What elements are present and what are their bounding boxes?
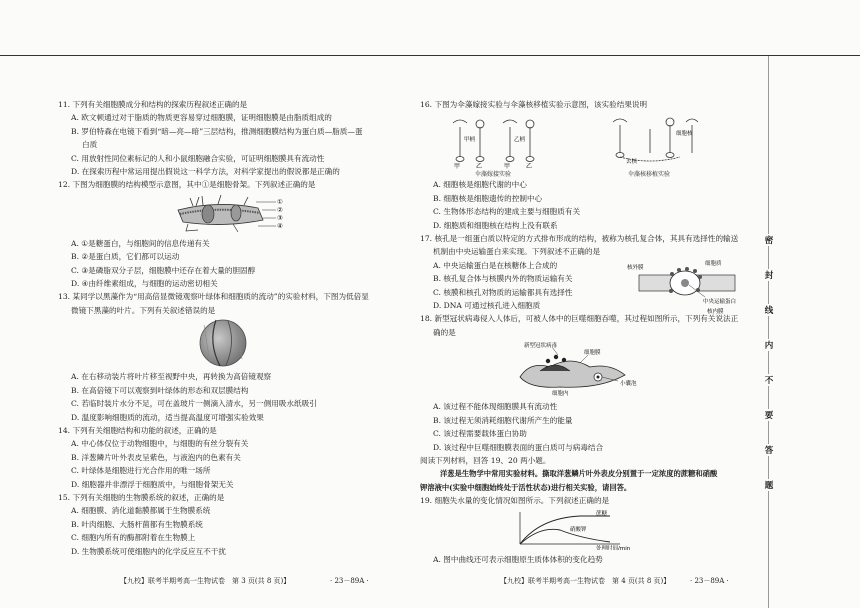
footer-right-code: · 23－89A · bbox=[690, 577, 729, 585]
reading-intro: 阅读下列材料，回答 19、20 两小题。 bbox=[420, 455, 551, 465]
binding-char: 不 bbox=[761, 374, 777, 386]
label-b: 乙 bbox=[476, 163, 483, 171]
binding-margin bbox=[752, 56, 786, 608]
q12-option-b: B. ②是蛋白质，它们都可以运动 bbox=[71, 252, 180, 262]
q11-option-a: A. 欧文顿通过对于脂质的物质更容易穿过细胞膜，证明细胞膜是由脂质组成的 bbox=[71, 113, 332, 123]
q18-option-b: B. 该过程无须消耗细胞代谢所产生的能量 bbox=[433, 415, 573, 425]
question-13-stem-cont: 微镜下黑藻的叶片。下列有关叙述错误的是 bbox=[71, 305, 216, 315]
label-cell-membrane: 细胞膜 bbox=[584, 350, 601, 357]
label-inner-membrane: 核内膜 bbox=[707, 308, 724, 315]
label-inside-cell: 细胞内 bbox=[552, 391, 569, 398]
elodea-leaf-micrograph bbox=[58, 319, 403, 367]
binding-line bbox=[768, 56, 769, 608]
question-12-stem: 12. 下图为细胞膜的结构模型示意图，其中①是细胞骨架。下列叙述正确的是 bbox=[58, 180, 316, 190]
phagocytosis-figure bbox=[420, 341, 750, 397]
q11-option-b-cont: 白质 bbox=[82, 140, 98, 150]
q12-option-d: D. ④由纤维素组成，与细胞的运动密切相关 bbox=[71, 279, 218, 289]
q15-option-a: A. 细胞膜、消化道黏膜都属于生物膜系统 bbox=[71, 506, 211, 516]
caption-transplant: 伞藻核移植实验 bbox=[628, 171, 671, 179]
footer-left-code: · 23－89A · bbox=[330, 577, 369, 585]
top-border-line bbox=[0, 55, 860, 56]
curve-label-kno3: 硝酸钾 bbox=[570, 526, 587, 533]
nuclear-pore-figure bbox=[625, 257, 750, 317]
fig-label-1: ① bbox=[277, 197, 283, 206]
q16-captions bbox=[420, 168, 750, 178]
x-axis-label: 处理时间/min bbox=[596, 545, 631, 550]
q14-option-b: B. 洋葱鳞片叶外表皮呈紫色，与液泡内的色素有关 bbox=[71, 452, 241, 462]
question-15-stem: 15. 下列有关细胞的生物膜系统的叙述，正确的是 bbox=[58, 492, 225, 502]
binding-char: 要 bbox=[761, 409, 777, 421]
q18-option-a: A. 该过程不能体现细胞膜具有流动性 bbox=[433, 402, 558, 412]
reading-material-1: 洋葱是生物学中常用实验材料。撕取洋葱鳞片叶外表皮分别置于一定浓度的蔗糖和硝酸 bbox=[440, 469, 718, 479]
acetabularia-figure bbox=[420, 113, 750, 171]
binding-char: 答 bbox=[761, 444, 777, 456]
question-17-stem: 17. 核孔是一组蛋白质以特定的方式排布形成的结构，被称为核孔复合体，其具有选择性的输送 bbox=[420, 234, 739, 244]
question-13-stem: 13. 某同学以黑藻作为“用高倍显微镜观察叶绿体和细胞质的流动”的实验材料，下图为低倍显 bbox=[58, 292, 369, 302]
q17-option-a: A. 中央运输蛋白是在核糖体上合成的 bbox=[433, 260, 558, 270]
binding-char: 内 bbox=[761, 339, 777, 351]
q16-option-b: B. 细胞核是细胞遗传的控制中心 bbox=[433, 193, 543, 203]
q17-option-c: C. 核膜和核孔对物质的运输都具有选择性 bbox=[433, 287, 573, 297]
binding-char: 题 bbox=[761, 479, 777, 491]
q13-option-b: B. 在高倍镜下可以观察到叶绿体的形态和双层膜结构 bbox=[71, 385, 249, 395]
question-19-stem: 19. 细胞失水量的变化情况如图所示。下列叙述正确的是 bbox=[420, 496, 610, 506]
label-b2: 乙 bbox=[526, 163, 533, 171]
reading-material-2: 钾溶液中(实验中细胞始终处于活性状态)进行相关实验，请回答。 bbox=[420, 482, 632, 492]
q12-option-c: C. ③是磷脂双分子层，细胞膜中还存在着大量的胆固醇 bbox=[71, 265, 256, 275]
membrane-model-figure bbox=[58, 194, 403, 234]
q11-option-c: C. 用放射性同位素标记的人和小鼠细胞融合实验，可证明细胞膜具有流动性 bbox=[71, 153, 325, 163]
binding-char: 封 bbox=[761, 269, 777, 281]
q15-option-c: C. 细胞内所有的酶都附着在生物膜上 bbox=[71, 533, 196, 543]
water-loss-graph bbox=[420, 510, 750, 550]
label-virus: 新型冠状病毒 bbox=[524, 343, 558, 350]
question-17-stem-cont: 机制由中央运输蛋白来实现。下列叙述不正确的是 bbox=[433, 247, 601, 257]
curve-label-sucrose: 蔗糖 bbox=[596, 510, 608, 517]
q14-option-d: D. 细胞器并非漂浮于细胞质中，与细胞骨架无关 bbox=[71, 479, 234, 489]
q15-option-d: D. 生物膜系统可使细胞内的化学反应互不干扰 bbox=[71, 546, 226, 556]
caption-grafting: 伞藻嫁接实验 bbox=[475, 171, 512, 179]
right-column bbox=[420, 98, 750, 566]
label-stalk-b: 乙柄 bbox=[514, 137, 526, 144]
q17-option-d: D. DNA 可通过核孔进入细胞质 bbox=[433, 301, 541, 311]
q15-option-b: B. 叶肉细胞、大肠杆菌都有生物膜系统 bbox=[71, 519, 203, 529]
footer-right: 【九校】联考半期考高一生物试卷 第 4 页(共 8 页)】 bbox=[500, 577, 671, 585]
q11-option-d: D. 在探索历程中常运用提出假说这一科学方法，对科学家提出的假说都是正确的 bbox=[71, 167, 340, 177]
label-vesicle: 小囊泡 bbox=[620, 381, 637, 388]
q18-option-c: C. 该过程需要载体蛋白协助 bbox=[433, 429, 527, 439]
q19-option-a: A. 图中曲线还可表示细胞原生质体体积的变化趋势 bbox=[433, 554, 603, 564]
q13-option-c: C. 若临时装片水分不足，可在盖玻片一侧滴入清水，另一侧用吸水纸吸引 bbox=[71, 399, 317, 409]
question-18-stem: 18. 新型冠状病毒侵入人体后，可被人体中的巨噬细胞吞噬，其过程如图所示，下列有关说法正 bbox=[420, 314, 739, 324]
q14-option-c: C. 叶绿体是细胞进行光合作用的唯一场所 bbox=[71, 466, 211, 476]
q17-option-b: B. 核孔复合体与核膜内外的物质运输有关 bbox=[433, 274, 573, 284]
question-16-stem: 16. 下图为伞藻嫁接实验与伞藻核移植实验示意图，该实验结果说明 bbox=[420, 100, 648, 109]
left-column bbox=[58, 98, 403, 558]
label-nucleus: 细胞核 bbox=[676, 131, 693, 138]
q13-option-a: A. 在右移动装片将叶片移至视野中央，再转换为高倍镜观察 bbox=[71, 372, 272, 382]
label-central-transporter: 中央运输蛋白 bbox=[703, 298, 737, 305]
q18-option-d: D. 该过程中巨噬细胞膜表面的蛋白质可与病毒结合 bbox=[433, 442, 604, 452]
label-outer-membrane: 核外膜 bbox=[627, 264, 644, 271]
question-11-stem: 11. 下列有关细胞膜成分和结构的探索历程叙述正确的是 bbox=[58, 100, 248, 109]
label-a: 甲 bbox=[454, 163, 461, 171]
q16-option-c: C. 生物体形态结构的建成主要与细胞质有关 bbox=[433, 207, 581, 217]
fig-label-2: ② bbox=[277, 205, 283, 214]
binding-char: 密 bbox=[761, 234, 777, 246]
footer-left: 【九校】联考半期考高一生物试卷 第 3 页(共 8 页)】 bbox=[120, 577, 291, 585]
question-14-stem: 14. 下列有关细胞结构和功能的叙述，正确的是 bbox=[58, 425, 217, 435]
q12-option-a: A. ①是糖蛋白，与细胞间的信息传递有关 bbox=[71, 238, 210, 248]
fig-label-4: ④ bbox=[277, 221, 283, 230]
q14-option-a: A. 中心体仅位于动物细胞中，与细胞的有丝分裂有关 bbox=[71, 439, 249, 449]
q16-option-a: A. 细胞核是细胞代谢的中心 bbox=[433, 180, 527, 190]
binding-char: 线 bbox=[761, 304, 777, 316]
q11-option-b: B. 罗伯特森在电镜下看到“暗—亮—暗”三层结构，推测细胞膜结构为蛋白质—脂质—蛋 bbox=[71, 126, 363, 136]
question-18-stem-cont: 确的是 bbox=[433, 327, 456, 337]
label-cytoplasm: 细胞质 bbox=[705, 260, 722, 267]
q13-option-d: D. 温度影响细胞质的流动，适当提高温度可增强实验效果 bbox=[71, 412, 264, 422]
label-a2: 甲 bbox=[504, 163, 511, 171]
fig-label-3: ③ bbox=[277, 213, 283, 222]
q16-option-d: D. 细胞质和细胞核在结构上没有联系 bbox=[433, 220, 558, 230]
label-stalk-a: 甲柄 bbox=[464, 137, 476, 144]
label-remove-nucleus: 去核 bbox=[626, 159, 638, 166]
